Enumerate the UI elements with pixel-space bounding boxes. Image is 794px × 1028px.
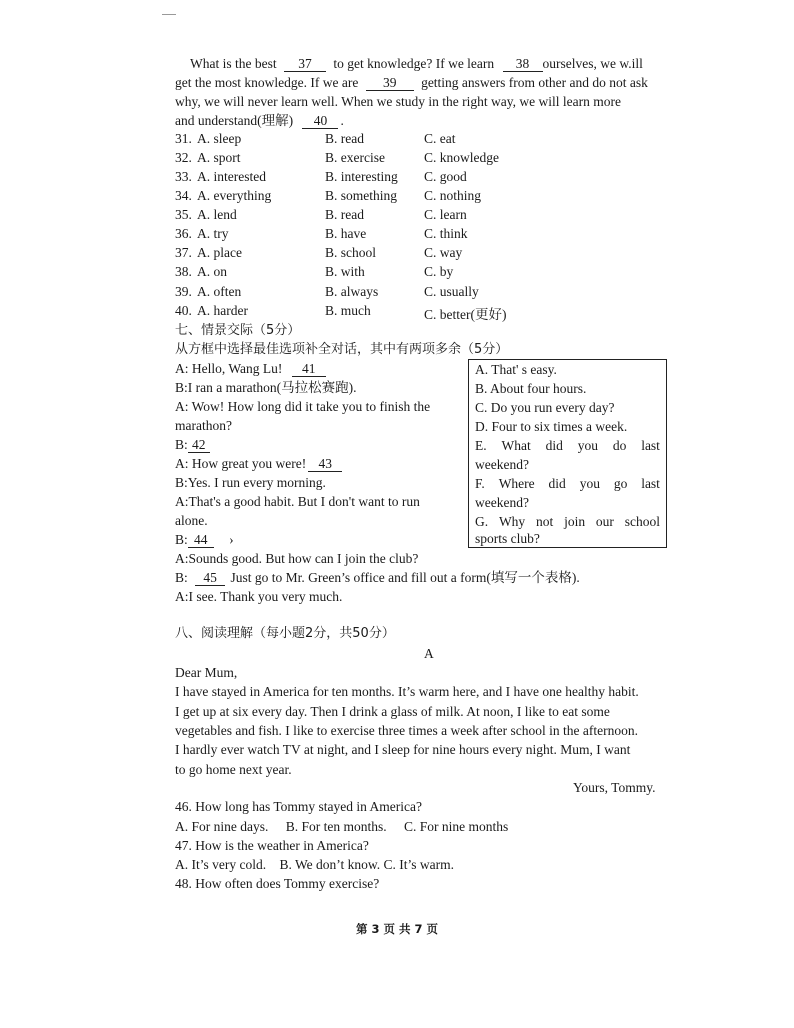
option-c: C. learn [424,207,467,222]
letter-line: I get up at six every day. Then I drink a glass of milk. At noon, I like to eat some [175,704,610,719]
option-a: A. try [197,226,229,241]
option-a: A. It’s very cold. [175,857,267,872]
dialogue-text: B: [175,437,188,452]
choice-word: did [545,438,563,453]
option-a: A. on [197,264,227,279]
option-c: C. good [424,169,467,184]
option-b: B. exercise [325,150,385,165]
question-number: 40. [175,303,192,318]
choice-f [475,475,660,493]
choice-e-cont: weekend? [475,457,529,472]
passage-text: get the most knowledge. If we are [175,75,359,90]
choice-word: our [595,514,614,529]
choice-word: did [548,476,566,491]
passage-text: getting answers from other and do not ask [421,75,648,90]
choice-word: last [641,438,660,453]
pen-mark: › [229,532,234,547]
option-c: C. better(更好) [424,307,507,322]
dialogue-line [175,436,210,454]
passage-label: A [424,646,434,661]
option-b: B. something [325,188,398,203]
option-row-38 [175,264,535,283]
option-row-35 [175,207,535,226]
option-b: B. read [325,131,364,146]
option-a: A. often [197,284,242,299]
choice-word: Why [498,514,526,529]
choice-word: go [613,476,628,491]
choice-word: Where [498,476,535,491]
letter-signature: Yours, Tommy. [573,780,656,795]
passage-text: . [340,113,344,128]
letter-line: I have stayed in America for ten months. It’s warm here, and I have one healthy habit. [175,684,639,699]
question-47: 47. How is the weather in America? [175,838,369,853]
option-c: C. For nine months [404,819,509,834]
section-7-instruction: 从方框中选择最佳选项补全对话，其中有两项多余（5分） [175,342,509,357]
option-row-34 [175,188,535,207]
option-row-39 [175,284,535,303]
passage-line-2 [175,74,648,92]
option-c: C. think [424,226,468,241]
choice-word: you [577,438,598,453]
choice-f-cont: weekend? [475,495,529,510]
question-number: 31. [175,131,192,146]
passage-text: and understand(理解) [175,113,294,128]
letter-line: I hardly ever watch TV at night, and I sleep for nine hours every night. Mum, I want [175,742,631,757]
question-number: 33. [175,169,192,184]
choice-word: last [641,476,660,491]
option-b: B. with [325,264,365,279]
dialogue-line [175,455,342,473]
option-b: B. For ten months. [285,819,387,834]
option-row-32 [175,150,535,169]
choice-word: G. [475,514,489,529]
option-b: B. interesting [325,169,398,184]
option-b: B. school [325,245,377,260]
letter-greeting: Dear Mum, [175,665,238,680]
passage-text: ourselves, we w.ill [542,56,643,71]
choice-word: E. [475,438,487,453]
choice-word: school [624,514,660,529]
dialogue-line: alone. [175,513,208,528]
option-a: A. interested [197,169,266,184]
question-48: 48. How often does Tommy exercise? [175,876,380,891]
passage-text: to get knowledge? If we learn [333,56,495,71]
choice-word: F. [475,476,485,491]
choice-e [475,437,660,455]
option-b: B. much [325,303,371,318]
blank-37: 37 [284,56,326,72]
dialogue-line: B:I ran a marathon(马拉松赛跑). [175,380,357,395]
option-b: B. have [325,226,367,241]
section-7-title: 七、情景交际（5分） [175,323,301,338]
blank-42: 42 [188,437,210,453]
option-a: A. place [197,245,242,260]
blank-43: 43 [308,456,342,472]
passage-line-1 [190,55,643,73]
dialogue-text: A: How great you were! [175,456,307,471]
option-a: A. sport [197,150,241,165]
page-footer: 第 3 页 共 7 页 [355,922,439,936]
option-c: C. by [424,264,454,279]
choice-word: join [564,514,586,529]
option-b: B. read [325,207,364,222]
dialogue-line: A:I see. Thank you very much. [175,589,343,604]
option-a: A. For nine days. [175,819,269,834]
option-b: B. We don’t know. [279,857,381,872]
blank-45: 45 [195,570,225,586]
choice-word: do [612,438,627,453]
option-a: A. everything [197,188,272,203]
dialogue-text: A: Hello, Wang Lu! [175,361,283,376]
choice-box [468,359,667,548]
dialogue-text: Just go to Mr. Green’s office and fill out a form(填写一个表格). [230,570,580,585]
question-46-options [175,818,508,836]
dialogue-line: B:Yes. I run every morning. [175,475,326,490]
letter-line: vegetables and fish. I like to exercise three times a week after school in the afternoon. [175,723,638,738]
blank-44: 44 [188,532,214,548]
dialogue-line: A:Sounds good. But how can I join the club? [175,551,419,566]
choice-c: C. Do you run every day? [475,400,615,415]
question-46: 46. How long has Tommy stayed in America? [175,799,423,814]
option-c: C. way [424,245,463,260]
option-c: C. usually [424,284,479,299]
option-row-40 [175,303,535,322]
option-row-33 [175,169,535,188]
question-number: 39. [175,284,192,299]
option-row-36 [175,226,535,245]
letter-line: to go home next year. [175,762,292,777]
option-row-37 [175,245,535,264]
question-number: 38. [175,264,192,279]
question-number: 37. [175,245,192,260]
dialogue-line: marathon? [175,418,232,433]
choice-word: you [579,476,600,491]
dialogue-text: B: [175,570,188,585]
choice-word: What [501,438,531,453]
choice-a: A. That' s easy. [475,362,557,377]
choice-g-cont: sports club? [475,531,540,546]
question-number: 35. [175,207,192,222]
passage-line-4 [175,112,344,130]
blank-39: 39 [366,75,414,91]
option-a: A. lend [197,207,237,222]
option-a: A. sleep [197,131,242,146]
dialogue-line [175,569,580,587]
choice-d: D. Four to six times a week. [475,419,628,434]
dialogue-line [175,360,326,378]
dialogue-line [175,531,234,549]
blank-38: 38 [503,56,543,72]
question-number: 36. [175,226,192,241]
question-number: 32. [175,150,192,165]
passage-text: What is the best [190,56,277,71]
option-c: C. knowledge [424,150,499,165]
question-number: 34. [175,188,192,203]
choice-b: B. About four hours. [475,381,587,396]
blank-41: 41 [292,361,326,377]
question-47-options [175,856,454,874]
option-b: B. always [325,284,379,299]
option-row-31 [175,131,535,150]
dialogue-line: A:That's a good habit. But I don't want to run [175,494,420,509]
section-8-title: 八、阅读理解（每小题2分，共50分） [175,626,395,641]
blank-40: 40 [302,113,338,129]
dialogue-text: B: [175,532,188,547]
scan-mark [162,14,176,15]
dialogue-line: A: Wow! How long did it take you to finish the [175,399,431,414]
passage-line-3: why, we will never learn well. When we study in the right way, we will learn more [175,94,621,109]
choice-word: not [536,514,554,529]
option-c: C. nothing [424,188,482,203]
choice-g [475,513,660,531]
option-c: C. It’s warm. [383,857,455,872]
option-a: A. harder [197,303,248,318]
option-c: C. eat [424,131,456,146]
